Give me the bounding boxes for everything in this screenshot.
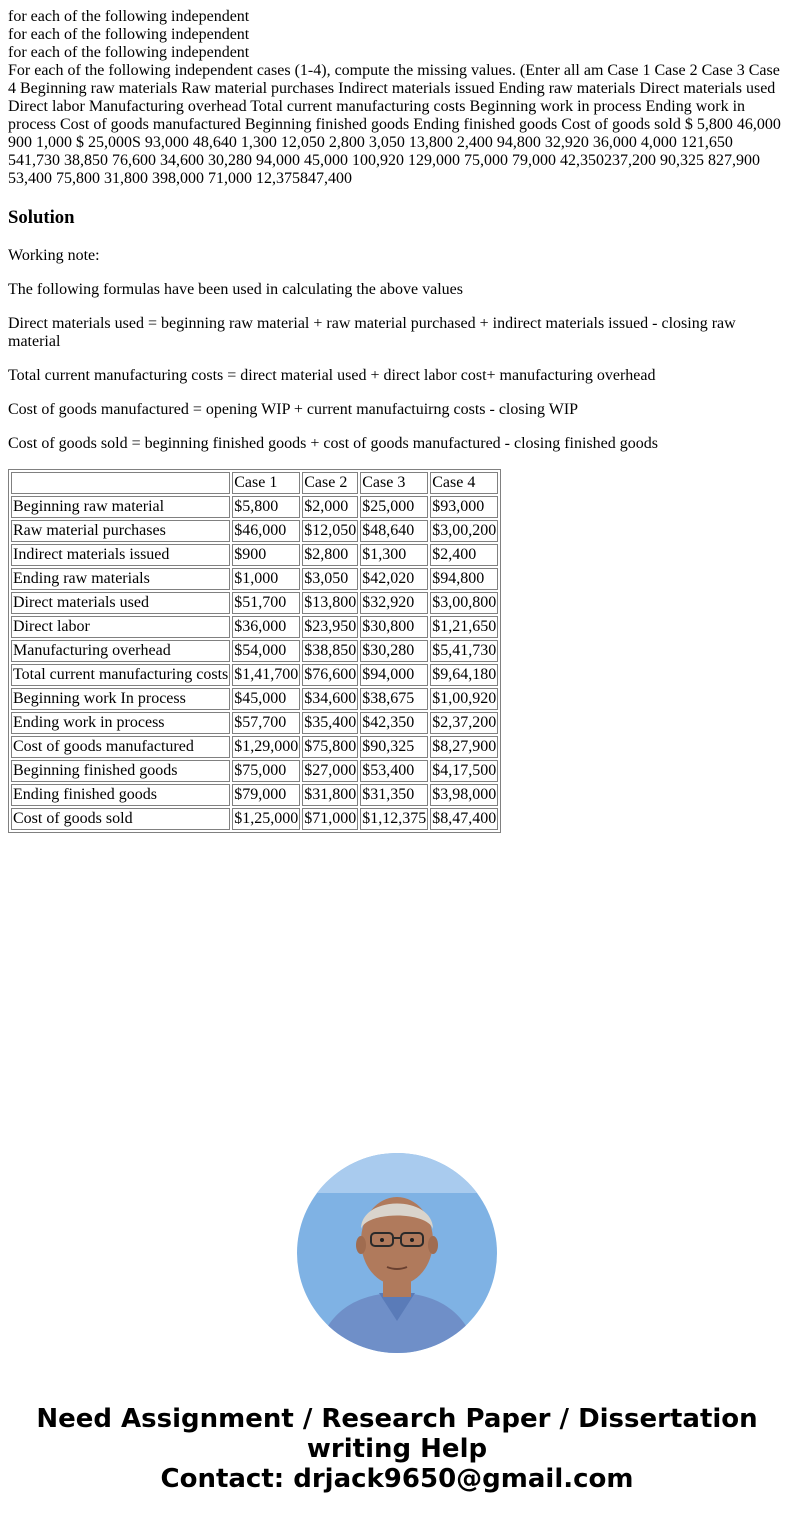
question-repeated-line: for each of the following independent bbox=[8, 44, 250, 61]
table-row bbox=[11, 808, 498, 830]
working-notes bbox=[8, 247, 786, 453]
row-label-cell: Raw material purchases bbox=[11, 520, 230, 542]
row-label-cell: Beginning finished goods bbox=[11, 760, 230, 782]
footer-line-2: writing Help bbox=[306, 1434, 488, 1464]
table-row bbox=[11, 568, 498, 590]
formula-direct-materials: Direct materials used = beginning raw material + raw material purchased + indirect materials issued - closing raw material bbox=[8, 315, 736, 350]
value-cell: $5,41,730 bbox=[430, 640, 498, 662]
value-cell: $57,700 bbox=[232, 712, 300, 734]
formulas-intro: The following formulas have been used in calculating the above values bbox=[8, 281, 463, 298]
value-cell: $31,800 bbox=[302, 784, 358, 806]
row-label-cell: Direct labor bbox=[11, 616, 230, 638]
value-cell: $8,47,400 bbox=[430, 808, 498, 830]
value-cell: $51,700 bbox=[232, 592, 300, 614]
value-cell: $35,400 bbox=[302, 712, 358, 734]
row-label-cell: Beginning work In process bbox=[11, 688, 230, 710]
value-cell: $54,000 bbox=[232, 640, 300, 662]
value-cell: $90,325 bbox=[360, 736, 428, 758]
row-label-cell: Ending raw materials bbox=[11, 568, 230, 590]
author-avatar bbox=[297, 1153, 497, 1353]
value-cell: $9,64,180 bbox=[430, 664, 498, 686]
table-row bbox=[11, 688, 498, 710]
value-cell: $46,000 bbox=[232, 520, 300, 542]
table-row bbox=[11, 736, 498, 758]
table-row bbox=[11, 616, 498, 638]
row-label-cell: Ending work in process bbox=[11, 712, 230, 734]
value-cell: $1,21,650 bbox=[430, 616, 498, 638]
row-label-cell: Direct materials used bbox=[11, 592, 230, 614]
question-repeated-line: for each of the following independent bbox=[8, 8, 250, 25]
footer-line-1: Need Assignment / Research Paper / Dissertation bbox=[36, 1404, 758, 1434]
value-cell: $75,800 bbox=[302, 736, 358, 758]
person-portrait-icon bbox=[297, 1153, 497, 1353]
table-row bbox=[11, 496, 498, 518]
table-column-header: Case 4 bbox=[430, 472, 498, 494]
table-row bbox=[11, 640, 498, 662]
row-label-cell: Total current manufacturing costs bbox=[11, 664, 230, 686]
row-label-cell: Beginning raw material bbox=[11, 496, 230, 518]
table-row bbox=[11, 520, 498, 542]
value-cell: $38,850 bbox=[302, 640, 358, 662]
formula-cost-of-goods-sold: Cost of goods sold = beginning finished goods + cost of goods manufactured - closing finished goods bbox=[8, 435, 658, 452]
value-cell: $1,300 bbox=[360, 544, 428, 566]
value-cell: $94,800 bbox=[430, 568, 498, 590]
value-cell: $93,000 bbox=[430, 496, 498, 518]
value-cell: $48,640 bbox=[360, 520, 428, 542]
question-block bbox=[8, 8, 786, 188]
value-cell: $8,27,900 bbox=[430, 736, 498, 758]
value-cell: $1,000 bbox=[232, 568, 300, 590]
value-cell: $30,800 bbox=[360, 616, 428, 638]
value-cell: $36,000 bbox=[232, 616, 300, 638]
solution-table-body bbox=[11, 472, 498, 830]
value-cell: $1,12,375 bbox=[360, 808, 428, 830]
table-row bbox=[11, 544, 498, 566]
footer-contact: Contact: drjack9650@gmail.com bbox=[160, 1464, 634, 1494]
value-cell: $5,800 bbox=[232, 496, 300, 518]
table-row bbox=[11, 784, 498, 806]
row-label-cell: Cost of goods sold bbox=[11, 808, 230, 830]
value-cell: $2,800 bbox=[302, 544, 358, 566]
value-cell: $900 bbox=[232, 544, 300, 566]
value-cell: $1,25,000 bbox=[232, 808, 300, 830]
value-cell: $2,37,200 bbox=[430, 712, 498, 734]
row-label-cell: Cost of goods manufactured bbox=[11, 736, 230, 758]
value-cell: $23,950 bbox=[302, 616, 358, 638]
table-column-header: Case 3 bbox=[360, 472, 428, 494]
table-corner-cell bbox=[11, 472, 230, 494]
value-cell: $38,675 bbox=[360, 688, 428, 710]
table-column-header: Case 2 bbox=[302, 472, 358, 494]
value-cell: $42,350 bbox=[360, 712, 428, 734]
value-cell: $79,000 bbox=[232, 784, 300, 806]
value-cell: $25,000 bbox=[360, 496, 428, 518]
row-label-cell: Ending finished goods bbox=[11, 784, 230, 806]
value-cell: $3,050 bbox=[302, 568, 358, 590]
value-cell: $45,000 bbox=[232, 688, 300, 710]
footer-banner bbox=[0, 1404, 794, 1494]
value-cell: $34,600 bbox=[302, 688, 358, 710]
value-cell: $94,000 bbox=[360, 664, 428, 686]
question-body: For each of the following independent cases (1-4), compute the missing values. (Enter all am Case 1 Case 2 Case 3 Case 4 Beginning raw materials Raw material purchases Indirect materials issued Ending raw materials Direct materials used Direct labor Manufacturing overhead Total current manufacturing costs Beginning work in process Ending work in process Cost of goods manufactured Beginning finished goods Ending finished goods Cost of goods sold $ 5,800 46,000 900 1,000 $ 25,000S 93,000 48,640 1,300 12,050 2,800 3,050 13,800 2,400 94,800 32,920 36,000 4,000 121,650 541,730 38,850 76,600 34,600 30,280 94,000 45,000 100,920 129,000 75,000 79,000 42,350237,200 90,325 827,900 53,400 75,800 31,800 398,000 71,000 12,375847,400 bbox=[8, 62, 781, 187]
page-content bbox=[8, 8, 786, 833]
table-row bbox=[11, 712, 498, 734]
table-row bbox=[11, 760, 498, 782]
formula-total-manufacturing-costs: Total current manufacturing costs = direct material used + direct labor cost+ manufacturing overhead bbox=[8, 367, 656, 384]
row-label-cell: Indirect materials issued bbox=[11, 544, 230, 566]
table-row bbox=[11, 664, 498, 686]
table-column-header: Case 1 bbox=[232, 472, 300, 494]
table-row bbox=[11, 592, 498, 614]
working-note-title: Working note: bbox=[8, 247, 100, 264]
value-cell: $31,350 bbox=[360, 784, 428, 806]
value-cell: $13,800 bbox=[302, 592, 358, 614]
row-label-cell: Manufacturing overhead bbox=[11, 640, 230, 662]
value-cell: $32,920 bbox=[360, 592, 428, 614]
value-cell: $30,280 bbox=[360, 640, 428, 662]
value-cell: $1,29,000 bbox=[232, 736, 300, 758]
value-cell: $71,000 bbox=[302, 808, 358, 830]
value-cell: $2,400 bbox=[430, 544, 498, 566]
table-header-row bbox=[11, 472, 498, 494]
value-cell: $53,400 bbox=[360, 760, 428, 782]
value-cell: $2,000 bbox=[302, 496, 358, 518]
value-cell: $1,41,700 bbox=[232, 664, 300, 686]
question-repeated-line: for each of the following independent bbox=[8, 26, 250, 43]
value-cell: $3,98,000 bbox=[430, 784, 498, 806]
value-cell: $76,600 bbox=[302, 664, 358, 686]
solution-heading: Solution bbox=[8, 207, 75, 228]
formula-cost-of-goods-manufactured: Cost of goods manufactured = opening WIP + current manufactuirng costs - closing WIP bbox=[8, 401, 579, 418]
value-cell: $42,020 bbox=[360, 568, 428, 590]
value-cell: $12,050 bbox=[302, 520, 358, 542]
value-cell: $1,00,920 bbox=[430, 688, 498, 710]
value-cell: $4,17,500 bbox=[430, 760, 498, 782]
value-cell: $3,00,800 bbox=[430, 592, 498, 614]
value-cell: $3,00,200 bbox=[430, 520, 498, 542]
value-cell: $75,000 bbox=[232, 760, 300, 782]
value-cell: $27,000 bbox=[302, 760, 358, 782]
solution-table bbox=[8, 469, 501, 833]
